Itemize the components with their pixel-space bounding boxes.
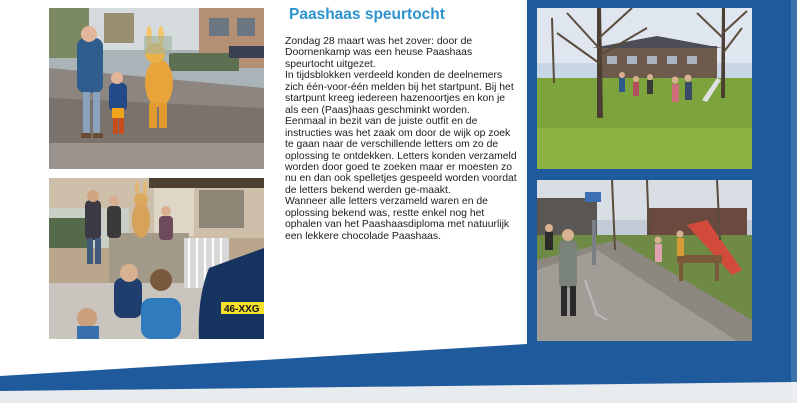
article-paragraph: Eenmaal in bezit van de juiste outfit en de instructies was het zaak om door de wijk op zoek te gaan naar de verschillende letters om zo de oplossing te ontdekken. Letters konden verzameld worden door goed te zoeken maar er moesten zo nu en dan ook spelletjes gespeeld worden voordat de letters bekend werden ge-maakt. bbox=[285, 116, 517, 196]
page-edge-shade bbox=[791, 0, 797, 403]
license-plate-text: 46-XXG bbox=[224, 304, 260, 315]
article-body bbox=[285, 36, 521, 242]
article-paragraph: Wanneer alle letters verzameld waren en de oplossing bekend was, restte enkel nog het ophalen van het Paashaasdiploma met natuurlijk een lekkere chocolade Paashaas. bbox=[285, 196, 510, 242]
photo-startpoint-house-with-car bbox=[49, 178, 264, 339]
article-title: Paashaas speurtocht bbox=[289, 6, 445, 23]
article-paragraph: In tijdsblokken verdeeld konden de deelnemers zich één-voor-één melden bij het startpunt. Bij het startpunt kreeg iedereen hazenoortjes en kon je als een (Paas)haas geschminkt worden. bbox=[285, 70, 514, 116]
photo-bunny-greeting-child bbox=[49, 8, 264, 169]
article-paragraph: Zondag 28 maart was het zover: door de Doornenkamp was een heuse Paashaas speurtocht uitgezet. bbox=[285, 36, 473, 70]
photo-playground-game bbox=[537, 180, 752, 341]
photo-park-field-participants bbox=[537, 8, 752, 169]
